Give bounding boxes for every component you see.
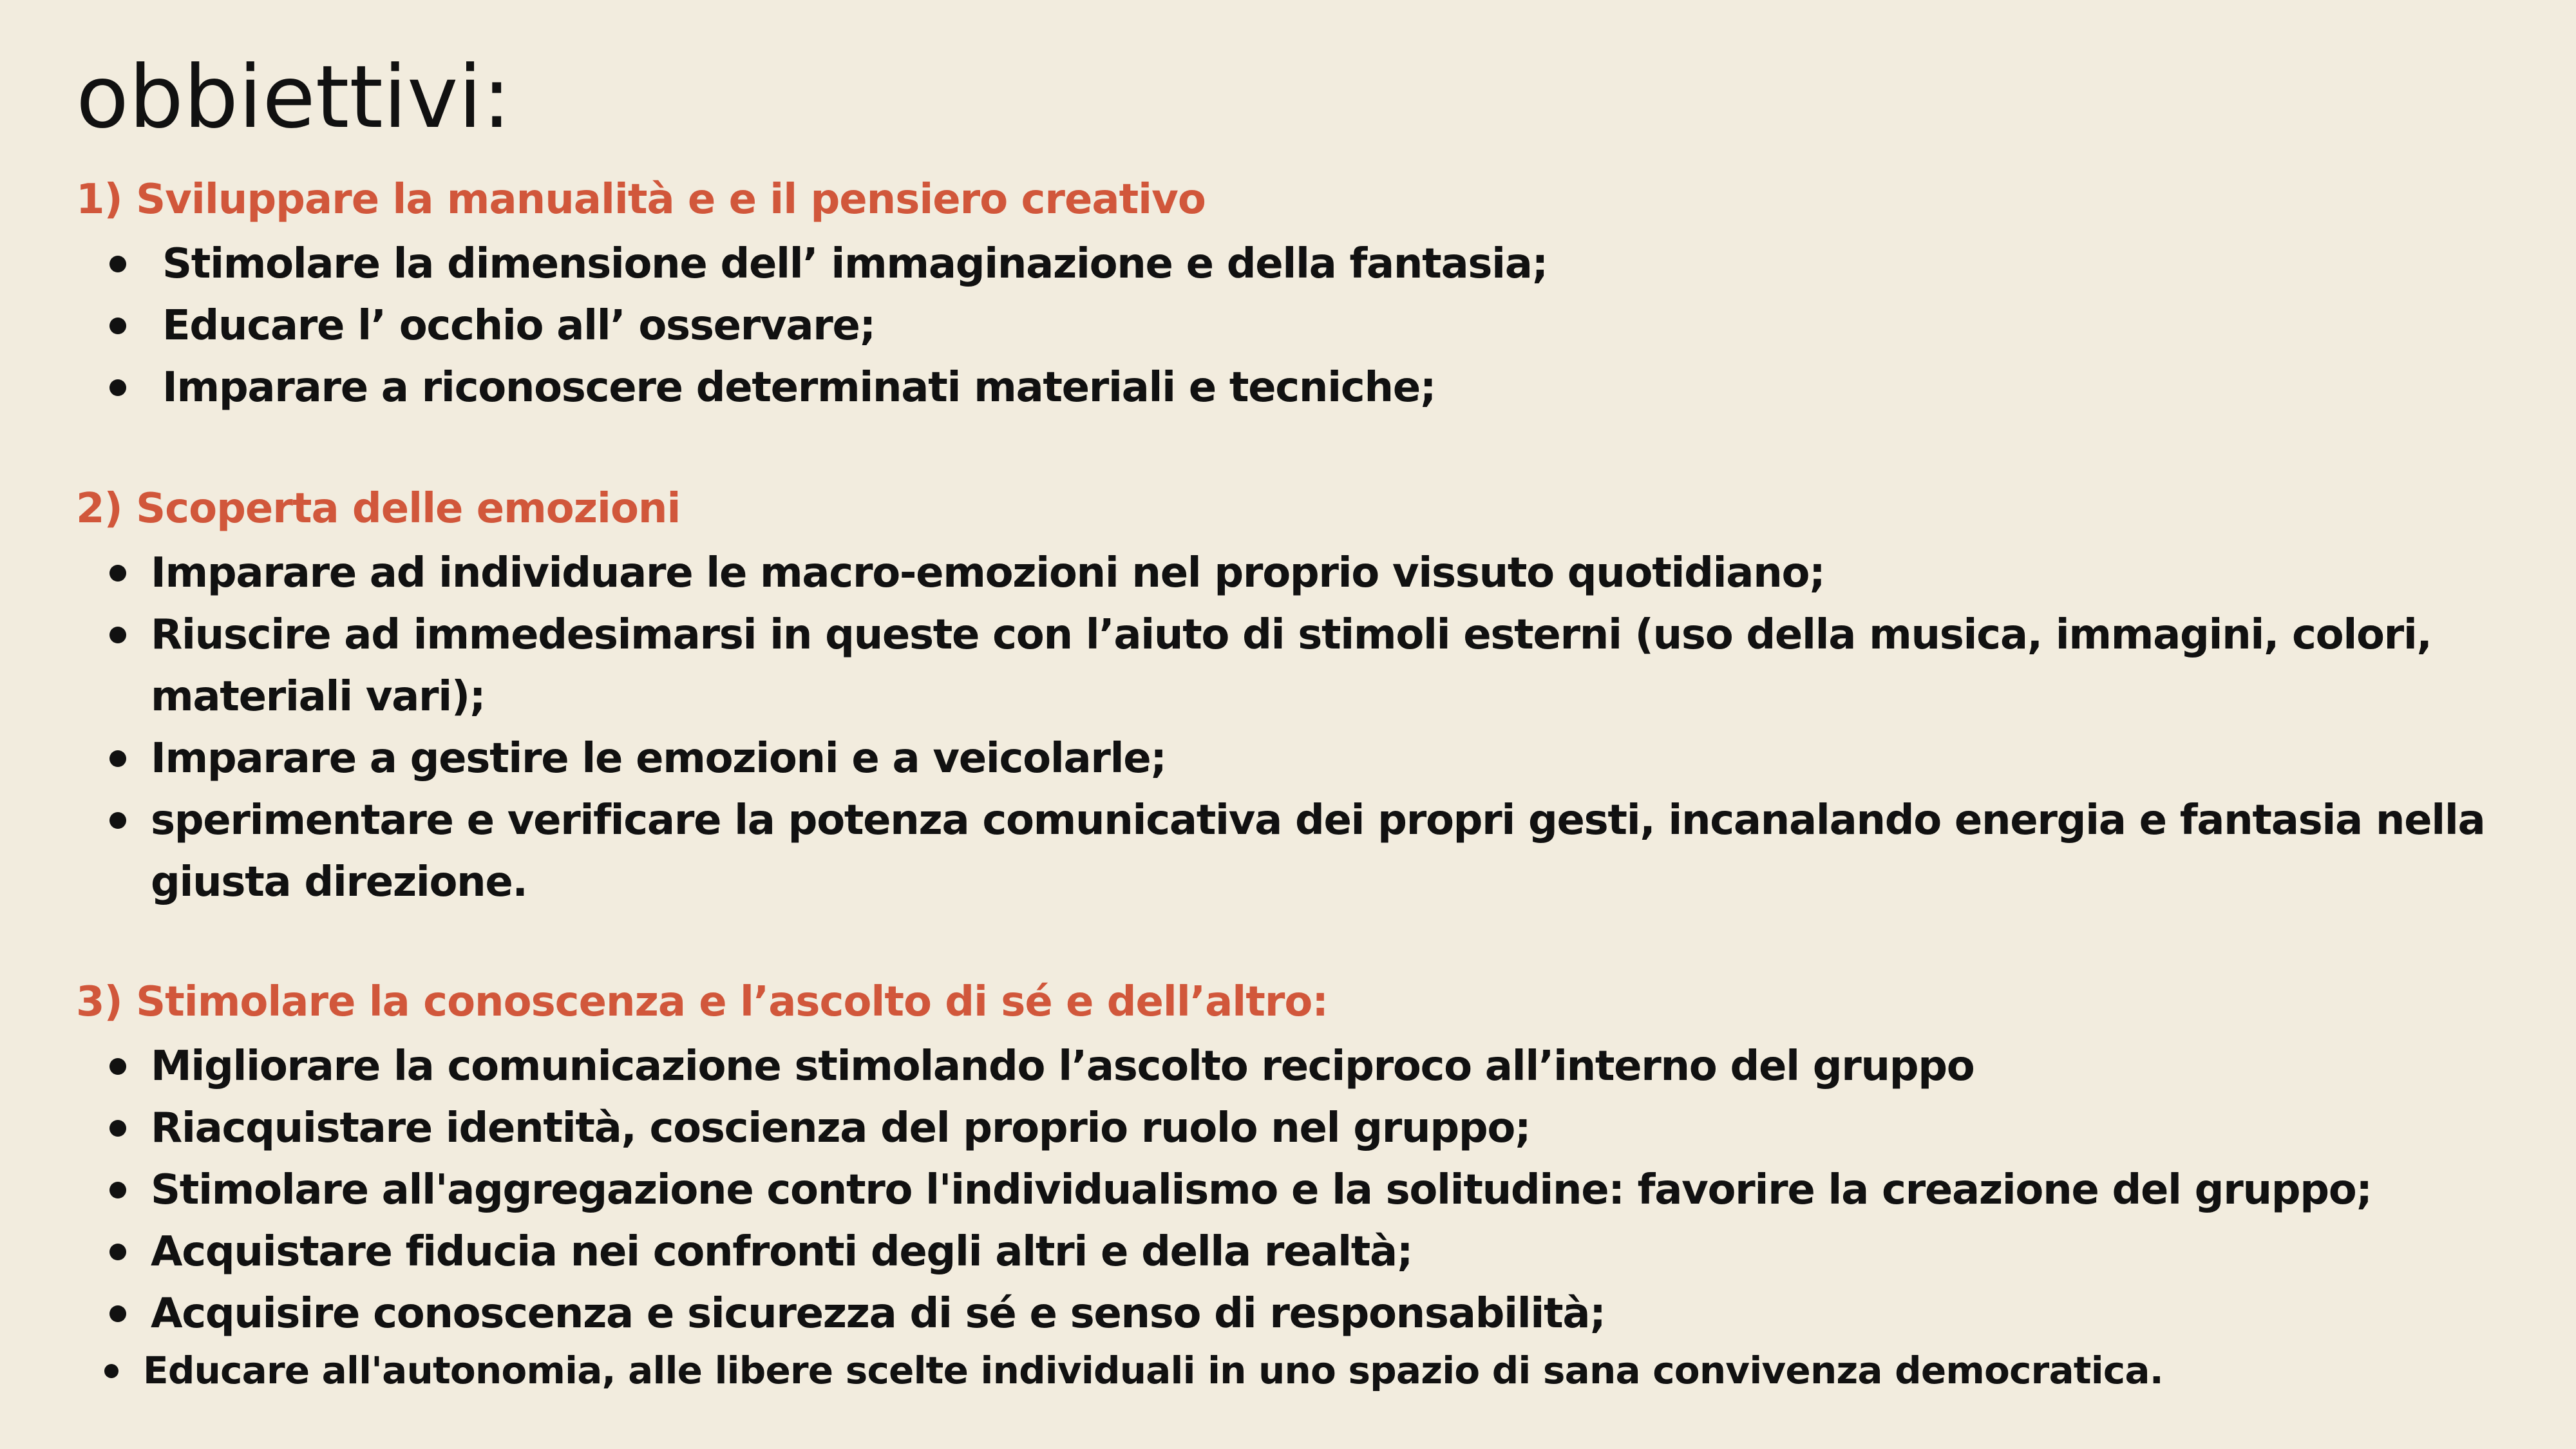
section-heading-1: 1) Sviluppare la manualità e e il pensiero creativo (76, 176, 1206, 223)
bullet-icon (109, 565, 126, 582)
section-heading-3: 3) Stimolare la conoscenza e l’ascolto di sé e dell’altro: (76, 978, 1328, 1026)
list-item: Migliorare la comunicazione stimolando l’ascolto reciproco all’interno del gruppo (151, 1043, 1975, 1090)
list-item: Stimolare all'aggregazione contro l'individualismo e la solitudine: favorire la creazione del gruppo; (151, 1166, 2372, 1214)
bullet-icon (104, 1364, 118, 1378)
bullet-icon (109, 1305, 126, 1322)
bullet-icon (109, 627, 126, 643)
bullet-icon (109, 317, 126, 334)
list-item: Riuscire ad immedesimarsi in queste con l’aiuto di stimoli esterni (uso della musica, immagini, colori, materiali vari); (151, 611, 2432, 721)
bullet-icon (109, 750, 126, 767)
slide-title: obbiettivi: (76, 47, 511, 147)
list-item: Educare l’ occhio all’ osservare; (162, 302, 875, 350)
list-item: Imparare a riconoscere determinati materiali e tecniche; (162, 364, 1436, 412)
list-item: Acquisire conoscenza e sicurezza di sé e senso di responsabilità; (151, 1290, 1605, 1338)
bullet-icon (109, 812, 126, 829)
bullet-icon (109, 1244, 126, 1260)
list-item: Imparare ad individuare le macro-emozioni nel proprio vissuto quotidiano; (151, 549, 1825, 597)
bullet-icon (109, 379, 126, 396)
list-item: Imparare a gestire le emozioni e a veicolarle; (151, 735, 1166, 782)
list-item: Stimolare la dimensione dell’ immaginazione e della fantasia; (162, 240, 1548, 288)
list-item: Acquistare fiducia nei confronti degli altri e della realtà; (151, 1228, 1413, 1276)
list-item: Educare all'autonomia, alle libere scelte individuali in uno spazio di sana convivenza democratica. (143, 1349, 2163, 1392)
bullet-icon (109, 256, 126, 272)
list-item: Riacquistare identità, coscienza del proprio ruolo nel gruppo; (151, 1104, 1531, 1152)
list-item: sperimentare e verificare la potenza comunicativa dei propri gesti, incanalando energia e fantasia nella giusta direzione. (151, 797, 2485, 906)
section-heading-2: 2) Scoperta delle emozioni (76, 485, 681, 533)
bullet-icon (109, 1182, 126, 1198)
bullet-icon (109, 1058, 126, 1075)
bullet-icon (109, 1120, 126, 1137)
